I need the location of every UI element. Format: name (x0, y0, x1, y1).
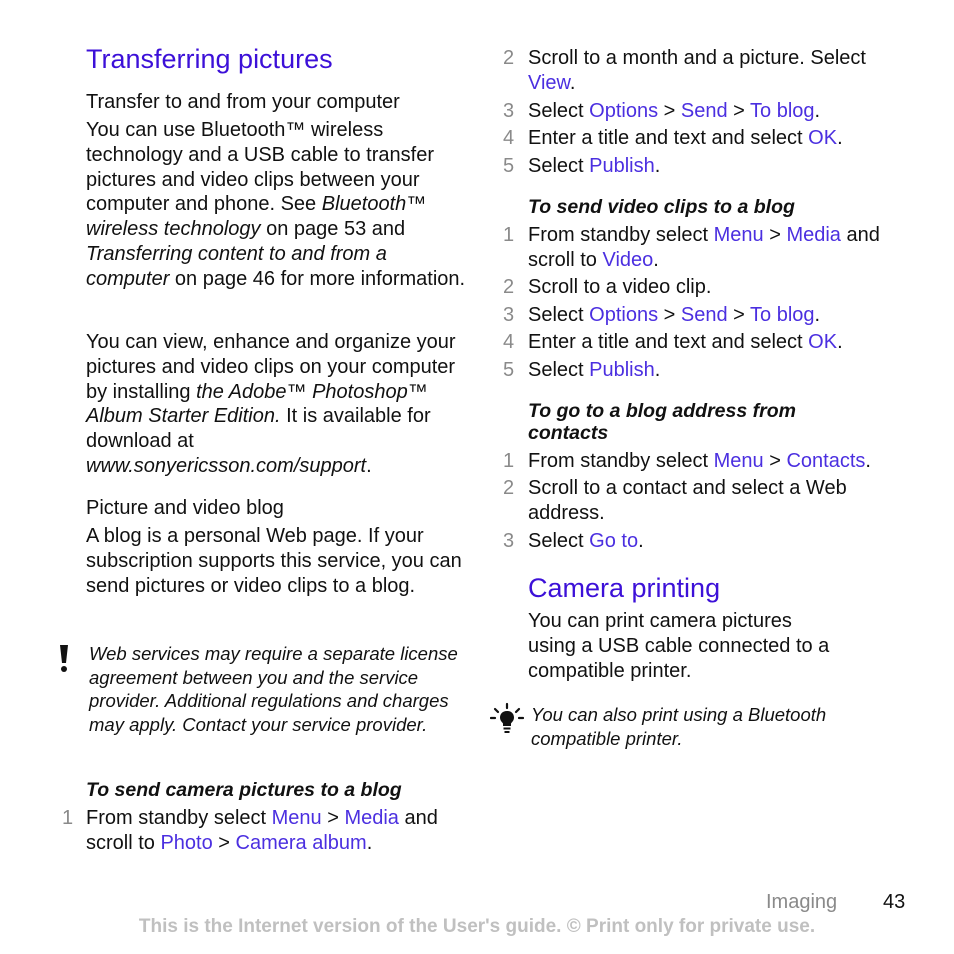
link-menu[interactable]: Menu (271, 807, 322, 829)
link-send[interactable]: Send (680, 100, 728, 122)
step-2-blog-from-contacts: Scroll to a contact and select a Web address. (528, 477, 847, 524)
step-number: 1 (62, 807, 74, 829)
link-publish[interactable]: Publish (589, 155, 655, 177)
step-1-send-pictures: From standby select Menu > Media and scroll to Photo > Camera album. (86, 807, 438, 854)
link-publish[interactable]: Publish (589, 359, 655, 381)
paragraph-blog: A blog is a personal Web page. If your subscription supports this service, you can send pictures or video clips to a blog. (86, 525, 462, 597)
step-5-send-pictures: Select Publish. (528, 155, 661, 177)
footer-disclaimer: This is the Internet version of the User's guide. © Print only for private use. (138, 916, 816, 937)
link-options[interactable]: Options (589, 304, 659, 326)
paragraph-transfer: You can use Bluetooth™ wireless technology and a USB cable to transfer pictures and video clips between your computer and phone. See Bluetooth™ wireless technology on page 53 and Transferring content to and from a computer on page 46 for more information. (86, 119, 466, 290)
step-number: 2 (503, 276, 515, 298)
step-number: 3 (503, 100, 515, 122)
link-options[interactable]: Options (589, 100, 659, 122)
exclamation-icon (58, 645, 70, 673)
step-2-send-video: Scroll to a video clip. (528, 276, 712, 298)
step-2-send-pictures: Scroll to a month and a picture. Select View. (528, 47, 866, 94)
step-3-send-pictures: Select Options > Send > To blog. (528, 100, 821, 122)
page-number: 43 (883, 891, 906, 913)
step-5-send-video: Select Publish. (528, 359, 661, 381)
step-1-blog-from-contacts: From standby select Menu > Contacts. (528, 450, 871, 472)
step-number: 5 (503, 155, 515, 177)
step-number: 3 (503, 304, 515, 326)
link-menu[interactable]: Menu (713, 224, 764, 246)
link-to-blog[interactable]: To blog (750, 100, 815, 122)
step-number: 4 (503, 331, 515, 353)
link-contacts[interactable]: Contacts (786, 450, 866, 472)
subheading-transfer-computer: Transfer to and from your computer (86, 91, 400, 113)
warning-note: Web services may require a separate license agreement between you and the service provider. Additional regulations and charges may apply. Contact your service provider. (89, 643, 458, 735)
link-view[interactable]: View (528, 71, 570, 94)
step-number: 5 (503, 359, 515, 381)
step-1-send-video: From standby select Menu > Media and scroll to Video. (528, 224, 880, 271)
link-to-blog[interactable]: To blog (750, 304, 815, 326)
link-go-to[interactable]: Go to (589, 530, 639, 552)
step-number: 2 (503, 477, 515, 499)
section-title-camera-printing: Camera printing (528, 573, 721, 603)
link-photo[interactable]: Photo (160, 831, 213, 854)
footer-section-name: Imaging (766, 891, 838, 913)
link-send[interactable]: Send (680, 304, 728, 326)
step-number: 4 (503, 127, 515, 149)
step-number: 3 (503, 530, 515, 552)
procedure-title-blog-from-contacts: To go to a blog address from contacts (528, 400, 796, 444)
subheading-picture-video-blog: Picture and video blog (86, 497, 284, 519)
step-3-blog-from-contacts: Select Go to. (528, 530, 644, 552)
procedure-title-send-pictures: To send camera pictures to a blog (86, 779, 402, 801)
link-video[interactable]: Video (602, 248, 654, 271)
paragraph-camera-printing: You can print camera pictures using a USB cable connected to a compatible printer. (528, 610, 830, 682)
step-number: 1 (503, 450, 515, 472)
paragraph-photoshop: You can view, enhance and organize your pictures and video clips on your computer by installing the Adobe™ Photoshop™ Album Starter Edition. It is available for download at www.sonyericsson.com/support. (86, 331, 456, 477)
lightbulb-icon (490, 702, 524, 736)
link-ok[interactable]: OK (808, 127, 838, 149)
step-3-send-video: Select Options > Send > To blog. (528, 304, 821, 326)
link-ok[interactable]: OK (808, 331, 838, 353)
link-media[interactable]: Media (344, 807, 399, 829)
link-menu[interactable]: Menu (713, 450, 764, 472)
tip-note: You can also print using a Bluetooth compatible printer. (531, 704, 827, 749)
procedure-title-send-video: To send video clips to a blog (528, 196, 795, 218)
step-number: 1 (503, 224, 515, 246)
step-4-send-pictures: Enter a title and text and select OK. (528, 127, 843, 149)
step-number: 2 (503, 47, 515, 69)
section-title-transferring-pictures: Transferring pictures (86, 44, 333, 74)
link-media[interactable]: Media (786, 224, 841, 246)
link-camera-album[interactable]: Camera album (235, 831, 367, 854)
step-4-send-video: Enter a title and text and select OK. (528, 331, 843, 353)
